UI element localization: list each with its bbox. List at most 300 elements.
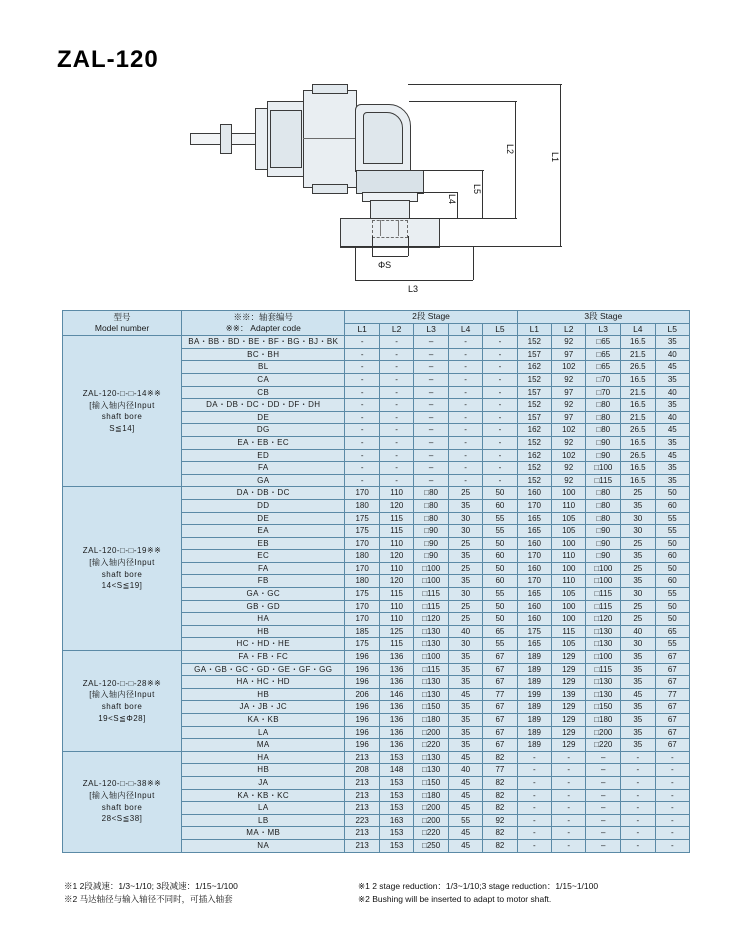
stage3-value-cell: - [621, 764, 656, 777]
header-model-cn: 型号 [113, 311, 131, 322]
adapter-code-cell: BC・BH [182, 348, 345, 361]
stage2-value-cell: - [448, 348, 482, 361]
stage3-value-cell: 30 [621, 588, 656, 601]
stage2-value-cell: - [379, 386, 413, 399]
stage2-value-cell: - [483, 348, 517, 361]
adapter-code-cell: GB・GD [182, 600, 345, 613]
stage3-value-cell: - [621, 789, 656, 802]
adapter-code-cell: HA [182, 613, 345, 626]
stage3-value-cell: 35 [621, 726, 656, 739]
stage2-value-cell: 45 [448, 789, 482, 802]
model-number-cell [63, 651, 182, 752]
stage2-value-cell: - [483, 474, 517, 487]
stage3-value-cell: 92 [552, 474, 586, 487]
stage2-value-cell: 136 [379, 714, 413, 727]
motor-bolt-line-1 [380, 220, 381, 236]
stage3-value-cell: 45 [655, 361, 689, 374]
stage2-value-cell: 136 [379, 663, 413, 676]
stage3-value-cell: 100 [552, 613, 586, 626]
stage3-value-cell: □130 [586, 625, 621, 638]
stage3-value-cell: 165 [517, 512, 551, 525]
stage3-value-cell: – [586, 776, 621, 789]
stage3-value-cell: 165 [517, 525, 551, 538]
stage2-value-cell: 40 [448, 764, 482, 777]
stage2-value-cell: 35 [448, 575, 482, 588]
header-stage2: 2段 Stage [345, 311, 517, 324]
stage3-value-cell: 67 [655, 739, 689, 752]
stage3-value-cell: 50 [655, 613, 689, 626]
stage3-value-cell: – [586, 764, 621, 777]
stage2-value-cell: □130 [414, 751, 449, 764]
stage3-value-cell: 160 [517, 487, 551, 500]
adapter-code-cell: GA・GB・GC・GD・GE・GF・GG [182, 663, 345, 676]
stage2-value-cell: 170 [345, 487, 379, 500]
stage3-value-cell: 92 [552, 399, 586, 412]
stage3-value-cell: 35 [655, 373, 689, 386]
stage2-value-cell: 82 [483, 827, 517, 840]
stage2-value-cell: 196 [345, 739, 379, 752]
stage2-value-cell: □220 [414, 739, 449, 752]
gearbox-body-inner [270, 110, 302, 168]
model-line: shaft bore [101, 802, 143, 812]
stage2-value-cell: 35 [448, 550, 482, 563]
stage2-value-cell: 67 [483, 663, 517, 676]
stage2-value-cell: 55 [483, 525, 517, 538]
page-title: ZAL-120 [57, 46, 159, 73]
stage3-value-cell: - [517, 827, 551, 840]
stage3-value-cell: 26.5 [621, 361, 656, 374]
stage3-value-cell: - [655, 789, 689, 802]
stage3-value-cell: 40 [621, 625, 656, 638]
stage3-value-cell: 129 [552, 739, 586, 752]
stage2-value-cell: 45 [448, 751, 482, 764]
stage2-value-cell: 55 [483, 638, 517, 651]
header-adapter-cn: ※※：轴套编号 [233, 311, 294, 322]
stage3-value-cell: 162 [517, 424, 551, 437]
adapter-code-cell: KA・KB [182, 714, 345, 727]
stage2-value-cell: – [414, 424, 449, 437]
dim-phis-line [372, 256, 408, 257]
stage3-value-cell: 97 [552, 386, 586, 399]
stage2-value-cell: 146 [379, 688, 413, 701]
stage3-value-cell: 25 [621, 600, 656, 613]
model-line: ZAL-120-□-□-38※※ [82, 779, 162, 789]
stage3-value-cell: 35 [655, 474, 689, 487]
stage2-value-cell: 213 [345, 839, 379, 852]
stage3-value-cell: 50 [655, 600, 689, 613]
stage2-value-cell: - [379, 361, 413, 374]
stage3-value-cell: - [655, 802, 689, 815]
stage2-value-cell: 196 [345, 726, 379, 739]
stage3-value-cell: 50 [655, 562, 689, 575]
stage2-value-cell: 196 [345, 676, 379, 689]
adapter-code-cell: HA [182, 751, 345, 764]
stage3-value-cell: 35 [621, 701, 656, 714]
stage3-value-cell: 35 [655, 399, 689, 412]
model-number-cell [63, 487, 182, 651]
stage3-value-cell: 45 [655, 449, 689, 462]
stage2-value-cell: □200 [414, 814, 449, 827]
stage2-value-cell: - [345, 436, 379, 449]
adapter-code-cell: DE [182, 512, 345, 525]
stage2-value-cell: 55 [483, 512, 517, 525]
stage2-value-cell: 92 [483, 814, 517, 827]
stage3-value-cell: 67 [655, 714, 689, 727]
model-line: shaft bore [101, 701, 143, 711]
stage3-value-cell: 16.5 [621, 373, 656, 386]
stage2-value-cell: 213 [345, 789, 379, 802]
header-s3-l3: L3 [586, 323, 621, 336]
adapter-code-cell: JA [182, 776, 345, 789]
adapter-code-cell: HB [182, 625, 345, 638]
model-line: 28<S≦38] [101, 814, 143, 824]
gearbox-bottom-cap [312, 184, 348, 194]
motor-mount-neck [370, 200, 410, 220]
stage3-value-cell: 77 [655, 688, 689, 701]
stage2-value-cell: - [379, 399, 413, 412]
footnote-cn-2: ※2 马达轴径与输入轴径不同时，可插入轴套 [64, 894, 233, 904]
stage3-value-cell: □90 [586, 449, 621, 462]
stage2-value-cell: 213 [345, 802, 379, 815]
adapter-code-cell: CA [182, 373, 345, 386]
stage3-value-cell: 189 [517, 701, 551, 714]
stage2-value-cell: 50 [483, 487, 517, 500]
dim-l5-line [482, 170, 483, 218]
header-adapter [182, 311, 345, 336]
stage2-value-cell: - [379, 411, 413, 424]
motor-bolt-pattern [372, 220, 408, 238]
stage3-value-cell: □90 [586, 525, 621, 538]
stage3-value-cell: 170 [517, 499, 551, 512]
stage3-value-cell: 105 [552, 512, 586, 525]
dim-l2-label: L2 [505, 144, 515, 155]
stage2-value-cell: □130 [414, 638, 449, 651]
adapter-code-cell: JA・JB・JC [182, 701, 345, 714]
stage2-value-cell: 35 [448, 499, 482, 512]
stage3-value-cell: 160 [517, 562, 551, 575]
stage2-value-cell: 170 [345, 562, 379, 575]
stage3-value-cell: 25 [621, 537, 656, 550]
stage3-value-cell: 110 [552, 550, 586, 563]
stage3-value-cell: - [655, 751, 689, 764]
stage2-value-cell: □80 [414, 499, 449, 512]
stage3-value-cell: 199 [517, 688, 551, 701]
stage2-value-cell: 35 [448, 663, 482, 676]
stage2-value-cell: 170 [345, 537, 379, 550]
stage3-value-cell: 189 [517, 651, 551, 664]
stage3-value-cell: 35 [655, 436, 689, 449]
stage3-value-cell: - [552, 764, 586, 777]
stage2-value-cell: 175 [345, 638, 379, 651]
stage2-value-cell: - [448, 474, 482, 487]
table-head [63, 311, 690, 336]
footnote-en-1: ※1 2 stage reduction：1/3~1/10;3 stage reduction：1/15~1/100 [358, 881, 599, 891]
stage3-value-cell: 152 [517, 436, 551, 449]
stage2-value-cell: 35 [448, 726, 482, 739]
stage2-value-cell: - [483, 386, 517, 399]
stage2-value-cell: 30 [448, 512, 482, 525]
stage2-value-cell: - [379, 436, 413, 449]
stage2-value-cell: - [448, 361, 482, 374]
dim-l1-tick-bottom [340, 246, 562, 247]
dim-phis-label: ΦS [378, 260, 392, 270]
gearbox-center-line [303, 138, 355, 139]
stage2-value-cell: 180 [345, 575, 379, 588]
adapter-code-cell: DA・DB・DC [182, 487, 345, 500]
stage2-value-cell: 25 [448, 562, 482, 575]
stage3-value-cell: □115 [586, 474, 621, 487]
header-s2-l5: L5 [483, 323, 517, 336]
stage3-value-cell: 160 [517, 537, 551, 550]
stage3-value-cell: 189 [517, 714, 551, 727]
stage3-value-cell: □115 [586, 588, 621, 601]
adapter-code-cell: DA・DB・DC・DD・DF・DH [182, 399, 345, 412]
stage2-value-cell: 50 [483, 537, 517, 550]
stage2-value-cell: □250 [414, 839, 449, 852]
model-number-cell [63, 336, 182, 487]
stage3-value-cell: □220 [586, 739, 621, 752]
stage3-value-cell: □150 [586, 701, 621, 714]
header-adapter-en: ※※： Adapter code [225, 323, 301, 334]
stage3-value-cell: - [517, 789, 551, 802]
header-s3-l5: L5 [655, 323, 689, 336]
stage3-value-cell: □90 [586, 537, 621, 550]
right-angle-inner [363, 112, 403, 164]
stage2-value-cell: - [483, 411, 517, 424]
stage2-value-cell: 35 [448, 714, 482, 727]
stage2-value-cell: - [345, 449, 379, 462]
stage3-value-cell: 67 [655, 651, 689, 664]
stage3-value-cell: 67 [655, 726, 689, 739]
stage3-value-cell: 35 [621, 714, 656, 727]
stage3-value-cell: 105 [552, 638, 586, 651]
stage3-value-cell: 157 [517, 386, 551, 399]
stage2-value-cell: 110 [379, 562, 413, 575]
stage2-value-cell: 82 [483, 751, 517, 764]
stage3-value-cell: 100 [552, 537, 586, 550]
table-row [63, 751, 690, 764]
stage3-value-cell: 35 [655, 462, 689, 475]
stage3-value-cell: 129 [552, 651, 586, 664]
stage3-value-cell: - [621, 802, 656, 815]
stage2-value-cell: □180 [414, 714, 449, 727]
stage3-value-cell: 55 [655, 525, 689, 538]
stage3-value-cell: 189 [517, 726, 551, 739]
stage2-value-cell: 136 [379, 676, 413, 689]
stage2-value-cell: 25 [448, 600, 482, 613]
stage3-value-cell: □100 [586, 562, 621, 575]
stage2-value-cell: 35 [448, 676, 482, 689]
stage3-value-cell: 110 [552, 499, 586, 512]
stage2-value-cell: 35 [448, 701, 482, 714]
model-line: S≦14] [109, 423, 135, 433]
stage3-value-cell: 35 [621, 739, 656, 752]
stage3-value-cell: □80 [586, 487, 621, 500]
stage2-value-cell: 153 [379, 776, 413, 789]
stage2-value-cell: – [414, 386, 449, 399]
footnote-cn-1: ※1 2段减速：1/3~1/10; 3段减速：1/15~1/100 [64, 881, 238, 891]
dim-l5-label: L5 [472, 184, 482, 195]
header-s3-l1: L1 [517, 323, 551, 336]
stage3-value-cell: 152 [517, 399, 551, 412]
header-model [63, 311, 182, 336]
stage2-value-cell: 82 [483, 776, 517, 789]
gearbox-mid-section [303, 90, 357, 188]
stage3-value-cell: 26.5 [621, 449, 656, 462]
stage3-value-cell: 162 [517, 449, 551, 462]
stage2-value-cell: - [448, 436, 482, 449]
stage3-value-cell: □130 [586, 676, 621, 689]
stage2-value-cell: - [483, 336, 517, 349]
stage3-value-cell: 100 [552, 487, 586, 500]
adapter-code-cell: GA [182, 474, 345, 487]
stage3-value-cell: □200 [586, 726, 621, 739]
stage2-value-cell: - [483, 449, 517, 462]
dim-l5-tick-bottom [422, 218, 484, 219]
stage2-value-cell: 30 [448, 588, 482, 601]
stage2-value-cell: 196 [345, 651, 379, 664]
stage3-value-cell: 152 [517, 462, 551, 475]
stage3-value-cell: 110 [552, 575, 586, 588]
stage3-value-cell: 35 [621, 676, 656, 689]
adapter-code-cell: DE [182, 411, 345, 424]
stage2-value-cell: - [345, 411, 379, 424]
stage3-value-cell: - [655, 827, 689, 840]
stage3-value-cell: 60 [655, 550, 689, 563]
header-s2-l4: L4 [448, 323, 482, 336]
adapter-code-cell: EC [182, 550, 345, 563]
stage2-value-cell: - [483, 399, 517, 412]
header-stage3: 3段 Stage [517, 311, 689, 324]
stage3-value-cell: 50 [655, 537, 689, 550]
stage3-value-cell: 152 [517, 373, 551, 386]
stage2-value-cell: 153 [379, 751, 413, 764]
technical-drawing [160, 80, 720, 300]
stage2-value-cell: 170 [345, 600, 379, 613]
stage2-value-cell: 110 [379, 613, 413, 626]
stage2-value-cell: 110 [379, 537, 413, 550]
stage2-value-cell: 120 [379, 550, 413, 563]
stage2-value-cell: □100 [414, 562, 449, 575]
dim-l5-tick-top [422, 170, 484, 171]
stage2-value-cell: 120 [379, 575, 413, 588]
table-row [63, 336, 690, 349]
stage3-value-cell: 189 [517, 663, 551, 676]
stage2-value-cell: 82 [483, 789, 517, 802]
stage3-value-cell: 165 [517, 638, 551, 651]
model-line: [输入轴内径Input [89, 400, 155, 410]
dim-l3-label: L3 [408, 284, 419, 294]
stage2-value-cell: □150 [414, 776, 449, 789]
stage2-value-cell: 82 [483, 839, 517, 852]
stage2-value-cell: 50 [483, 562, 517, 575]
dim-l1-label: L1 [550, 152, 560, 163]
adapter-code-cell: LA [182, 802, 345, 815]
stage2-value-cell: 115 [379, 525, 413, 538]
stage2-value-cell: – [414, 399, 449, 412]
stage2-value-cell: 25 [448, 487, 482, 500]
stage2-value-cell: - [448, 424, 482, 437]
stage2-value-cell: - [345, 474, 379, 487]
adapter-code-cell: BA・BB・BD・BE・BF・BG・BJ・BK [182, 336, 345, 349]
gearbox-top-cap [312, 84, 348, 94]
model-line: shaft bore [101, 569, 143, 579]
stage3-value-cell: 157 [517, 348, 551, 361]
stage2-value-cell: 175 [345, 588, 379, 601]
stage3-value-cell: 189 [517, 676, 551, 689]
model-line: 19<S≦Φ28] [98, 713, 146, 723]
stage2-value-cell: □120 [414, 613, 449, 626]
stage3-value-cell: 92 [552, 373, 586, 386]
stage3-value-cell: 35 [621, 499, 656, 512]
stage2-value-cell: 213 [345, 751, 379, 764]
stage3-value-cell: □180 [586, 714, 621, 727]
stage2-value-cell: 45 [448, 802, 482, 815]
stage3-value-cell: 40 [655, 411, 689, 424]
stage2-value-cell: 67 [483, 651, 517, 664]
stage2-value-cell: □150 [414, 701, 449, 714]
stage3-value-cell: 105 [552, 525, 586, 538]
stage2-value-cell: 55 [448, 814, 482, 827]
dim-l4-line [457, 192, 458, 218]
stage2-value-cell: 180 [345, 499, 379, 512]
stage3-value-cell: 60 [655, 575, 689, 588]
dim-l3-ext-left [355, 246, 356, 280]
stage3-value-cell: 16.5 [621, 436, 656, 449]
model-line: ZAL-120-□-□-28※※ [82, 678, 162, 688]
stage2-value-cell: □90 [414, 525, 449, 538]
stage2-value-cell: □130 [414, 625, 449, 638]
stage2-value-cell: □115 [414, 663, 449, 676]
stage2-value-cell: □100 [414, 651, 449, 664]
stage2-value-cell: – [414, 411, 449, 424]
stage2-value-cell: 30 [448, 638, 482, 651]
stage3-value-cell: 160 [517, 600, 551, 613]
stage3-value-cell: □70 [586, 373, 621, 386]
model-line: [输入轴内径Input [89, 690, 155, 700]
stage2-value-cell: □100 [414, 575, 449, 588]
stage3-value-cell: □80 [586, 424, 621, 437]
stage2-value-cell: 25 [448, 613, 482, 626]
stage3-value-cell: – [586, 789, 621, 802]
stage3-value-cell: - [621, 827, 656, 840]
shaft-collar [220, 124, 232, 154]
header-row-1 [63, 311, 690, 324]
stage2-value-cell: 67 [483, 739, 517, 752]
stage3-value-cell: 129 [552, 663, 586, 676]
stage2-value-cell: - [379, 462, 413, 475]
stage3-value-cell: □70 [586, 386, 621, 399]
stage3-value-cell: 30 [621, 512, 656, 525]
stage3-value-cell: 67 [655, 676, 689, 689]
adapter-code-cell: HC・HD・HE [182, 638, 345, 651]
stage3-value-cell: 102 [552, 424, 586, 437]
stage3-value-cell: □100 [586, 575, 621, 588]
stage3-value-cell: 102 [552, 361, 586, 374]
stage3-value-cell: 25 [621, 613, 656, 626]
stage2-value-cell: □200 [414, 802, 449, 815]
stage2-value-cell: □80 [414, 487, 449, 500]
stage2-value-cell: 25 [448, 537, 482, 550]
stage2-value-cell: □130 [414, 764, 449, 777]
stage2-value-cell: 77 [483, 688, 517, 701]
stage3-value-cell: 40 [655, 386, 689, 399]
stage2-value-cell: - [379, 474, 413, 487]
stage3-value-cell: – [586, 839, 621, 852]
stage2-value-cell: 136 [379, 701, 413, 714]
adapter-code-cell: EA・EB・EC [182, 436, 345, 449]
stage2-value-cell: 45 [448, 827, 482, 840]
